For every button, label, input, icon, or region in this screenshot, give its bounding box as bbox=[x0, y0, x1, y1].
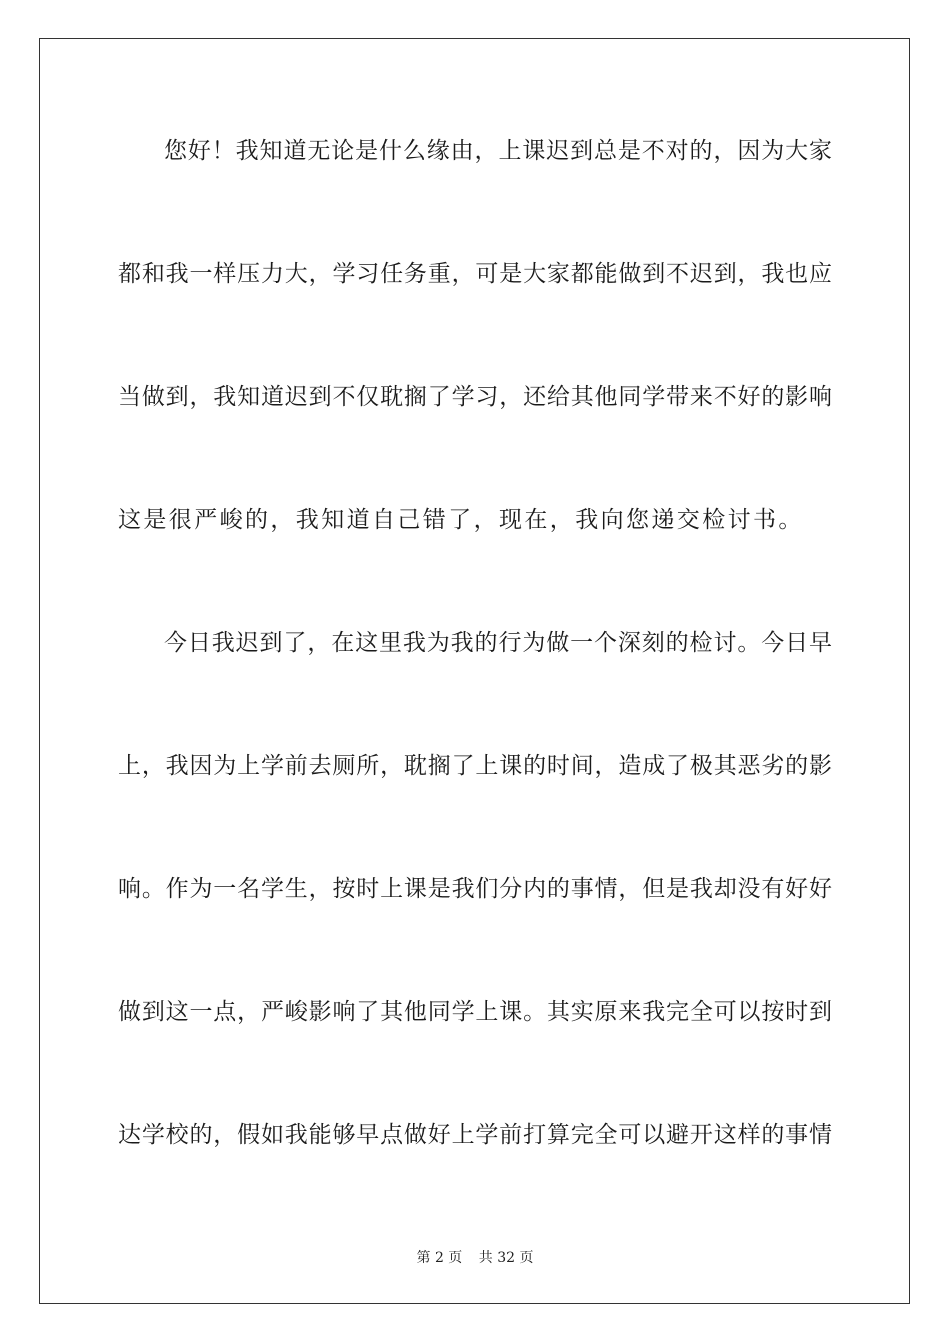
paragraph-line: 今日我迟到了，在这里我为我的行为做一个深刻的检讨。今日早 bbox=[164, 630, 832, 656]
paragraph-line: 您好！我知道无论是什么缘由，上课迟到总是不对的，因为大家 bbox=[164, 138, 832, 164]
paragraph-line: 响。作为一名学生，按时上课是我们分内的事情，但是我却没有好好 bbox=[118, 876, 832, 902]
paragraph-line: 上，我因为上学前去厕所，耽搁了上课的时间，造成了极其恶劣的影 bbox=[118, 753, 832, 779]
paragraph-line: 都和我一样压力大，学习任务重，可是大家都能做到不迟到，我也应 bbox=[118, 261, 832, 287]
paragraph-line: 这是很严峻的，我知道自己错了，现在，我向您递交检讨书。 bbox=[118, 507, 804, 533]
page-number: 第 2 页 bbox=[416, 1250, 463, 1266]
paragraph-line: 做到这一点，严峻影响了其他同学上课。其实原来我完全可以按时到 bbox=[118, 999, 832, 1025]
page-border bbox=[39, 38, 910, 1304]
paragraph-line: 当做到，我知道迟到不仅耽搁了学习，还给其他同学带来不好的影响 bbox=[118, 384, 832, 410]
paragraph-line: 达学校的，假如我能够早点做好上学前打算完全可以避开这样的事情 bbox=[118, 1122, 832, 1148]
total-pages: 共 32 页 bbox=[478, 1250, 534, 1266]
page-footer bbox=[0, 1248, 950, 1268]
